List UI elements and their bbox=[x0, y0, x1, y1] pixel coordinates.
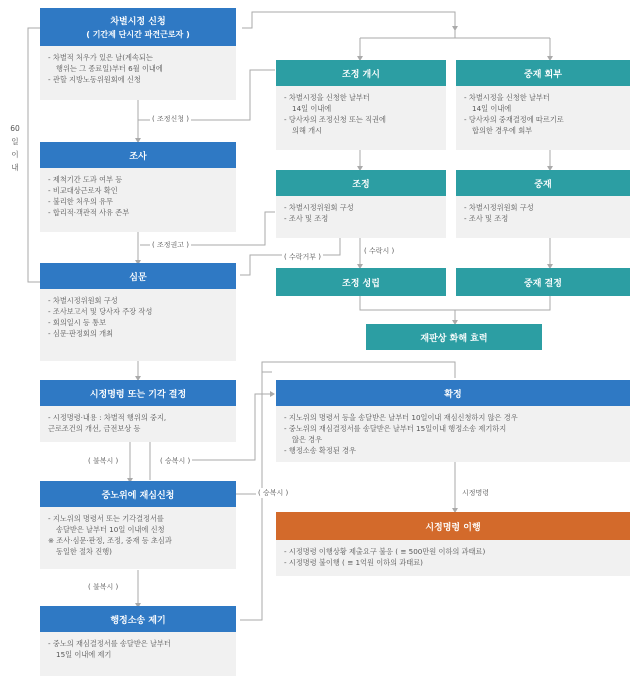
win-label-1: ( 승복시 ) bbox=[160, 457, 191, 465]
mediation-body: - 차별시정위원회 구성 - 조사 및 조정 bbox=[276, 196, 446, 238]
arb-body: - 차별시정위원회 구성 - 조사 및 조정 bbox=[456, 196, 630, 238]
apply-body: - 차별적 처우가 있은 날(계속되는 행위는 그 종료일)부터 6월 이내에 - 관할 지방노동위원회에 신청 bbox=[40, 46, 236, 100]
arbitration-decision-header: 중재 결정 bbox=[456, 268, 630, 296]
apply-header: 차별시정 신청 ( 기간제 단시간 파견근로자 ) bbox=[40, 8, 236, 46]
investigation-header: 조사 bbox=[40, 142, 236, 168]
lawsuit-body: - 중노의 재심결정서를 송달받은 날부터 15일 이내에 제기 bbox=[40, 632, 236, 676]
reject-accept-label: ( 수락거부 ) bbox=[284, 253, 321, 261]
win-label-2: ( 승복시 ) bbox=[258, 489, 289, 497]
lawsuit-header: 행정소송 제기 bbox=[40, 606, 236, 632]
mediation-start-header: 조정 개시 bbox=[276, 60, 446, 86]
central-review-body: - 지노위의 명령서 또는 기각결정서를 송달받은 날부터 10일 이내에 신청 ※ 조사·심문·판정, 조정, 중재 등 초심과 동일한 절차 진행) bbox=[40, 507, 236, 569]
accept-label: ( 수락시 ) bbox=[364, 247, 395, 255]
settlement-header: 재판상 화해 효력 bbox=[366, 324, 542, 350]
disagree-label-1: ( 불복시 ) bbox=[88, 457, 119, 465]
mediation-start-body: - 차별시정을 신청한 날부터 14일 이내에 - 당사자의 조정신청 또는 직권에 의해 개시 bbox=[276, 86, 446, 150]
hearing-body: - 차별시정위원회 구성 - 조사보고서 및 당사자 주장 작성 - 회의일시 등 통보 - 심문·판정회의 개최 bbox=[40, 289, 236, 361]
mediation-done-header: 조정 성립 bbox=[276, 268, 446, 296]
sixty-days-label: 60 일 이 내 bbox=[10, 124, 20, 172]
arbitration-body: - 차별시정을 신청한 날부터 14일 이내에 - 당사자의 중재결정에 따르기로 합의한 경우에 회부 bbox=[456, 86, 630, 150]
mediation-advice-label: ( 조정권고 ) bbox=[152, 241, 189, 249]
fulfill-header: 시정명령 이행 bbox=[276, 512, 630, 540]
mediation-header: 조정 bbox=[276, 170, 446, 196]
order-header: 시정명령 또는 기각 결정 bbox=[40, 380, 236, 406]
confirm-body: - 지노위의 명령서 등을 송달받은 날부터 10일이내 재심신청하지 않은 경우 - 중노위의 재심결정서를 송달받은 날부터 15일이내 행정소송 제기하지 않은 경우 - 행정소송 확정된 경우 bbox=[276, 406, 630, 462]
mediation-apply-label: ( 조정신청 ) bbox=[152, 115, 189, 123]
order-body: - 시정명령·내용 : 차별적 행위의 중지, 근로조건의 개선, 금전보상 등 bbox=[40, 406, 236, 442]
hearing-header: 심문 bbox=[40, 263, 236, 289]
arb-header: 중재 bbox=[456, 170, 630, 196]
investigation-body: - 제척기간 도과 여부 등 - 비교대상근로자 확인 - 불리한 처우의 유무 - 합리적·객관적 사유 존부 bbox=[40, 168, 236, 232]
central-review-header: 중노위에 재심신청 bbox=[40, 481, 236, 507]
fulfill-body: - 시정명령 이행상황 제출요구 불응 ( ≡ 500만원 이하의 과태료) - 시정명령 불이행 ( ≡ 1억원 이하의 과태료) bbox=[276, 540, 630, 576]
disagree-label-2: ( 불복시 ) bbox=[88, 583, 119, 591]
correction-order-label: 시정명령 bbox=[462, 489, 490, 497]
confirm-header: 확정 bbox=[276, 380, 630, 406]
arbitration-header: 중재 회부 bbox=[456, 60, 630, 86]
